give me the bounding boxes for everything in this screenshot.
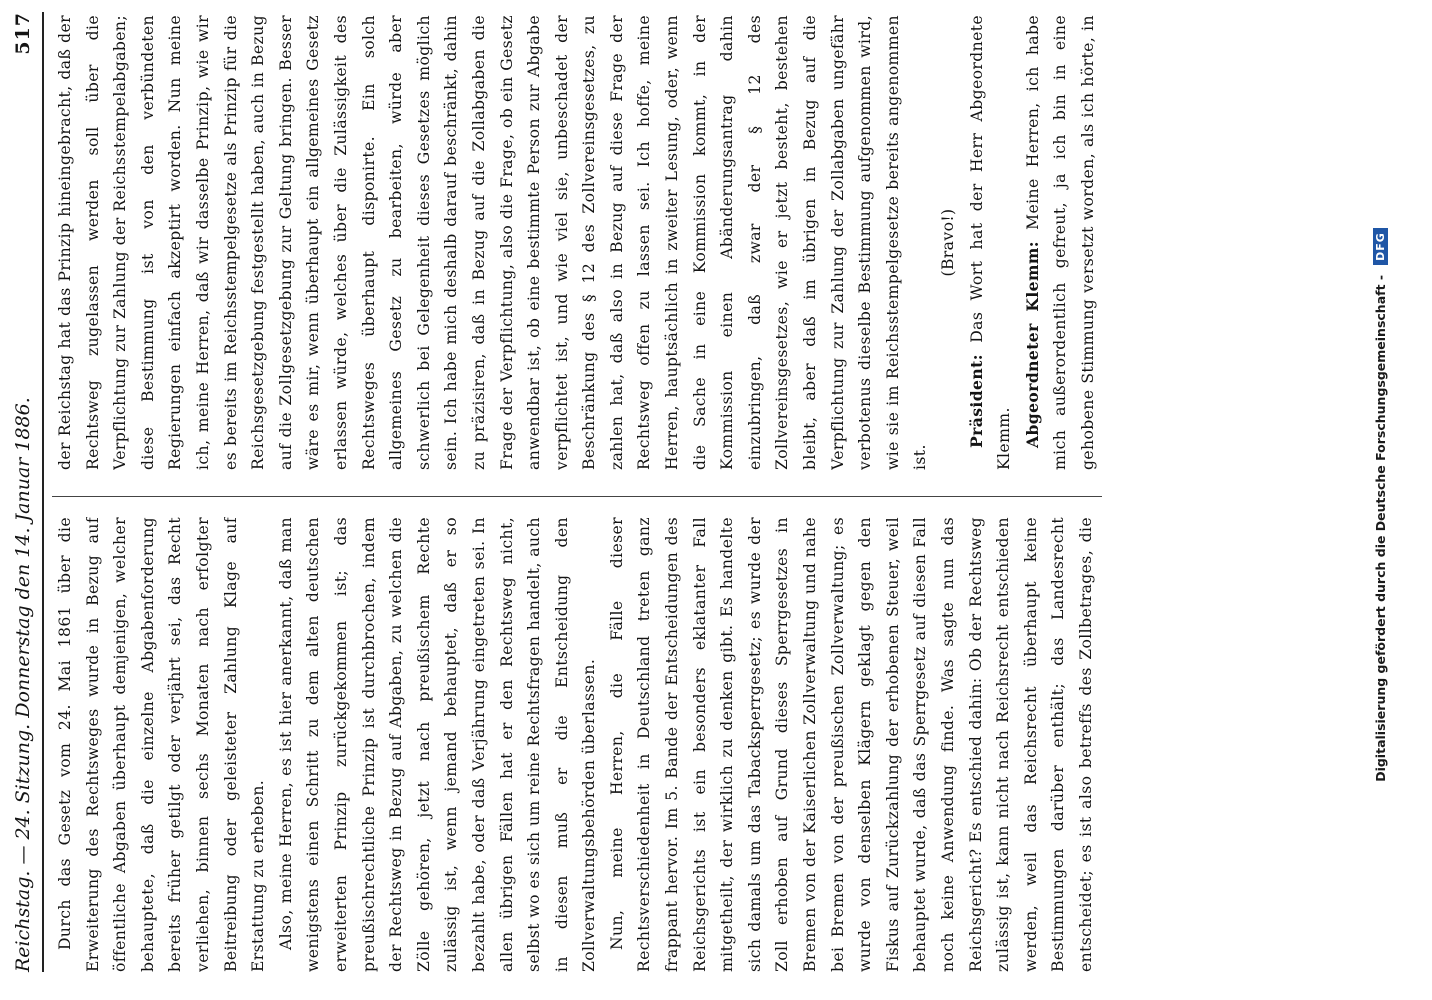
speaker-klemm: Abgeordneter Klemm: xyxy=(1022,241,1042,448)
speaker-president: Präsident: xyxy=(966,354,986,448)
digitization-credit xyxy=(1362,10,1398,1000)
page-number: 517 xyxy=(12,12,34,55)
right-column xyxy=(52,15,1102,470)
left-paragraph-2: Also, meine Herren, es ist hier anerkannt, daß man wenigstens einen Schritt zu dem alten deutschen erweiterten Prinzip zurückgekommen ist; das preußischrechtliche Prinzip ist durchbrochen, indem der Rechtsweg in Bezug auf Abgaben, zu welchen die Zölle gehören, jetzt nach preußischem Rechte zulässig ist, wenn jemand behauptet, daß er so bezahlt habe, oder daß Verjährung eingetreten sei. In allen übrigen Fällen hat er den Rechtsweg nicht, selbst wo es sich um reine Rechtsfragen handelt, auch in diesen muß er die Entscheidung den Zollverwaltungsbehörden überlassen. xyxy=(276,517,599,972)
rotated-page xyxy=(6,10,1401,1000)
dfg-logo: DFG xyxy=(1373,228,1388,265)
klemm-text: Meine Herren, ich habe mich außerordentlich gefreut, ja ich bin in eine gehobene Stimmung versetzt worden, als ich hörte, in xyxy=(1023,15,1097,470)
left-column xyxy=(52,517,1102,972)
running-title: Reichstag. — 24. Sitzung. Donnerstag den 14. Januar 1886. xyxy=(12,397,34,972)
header-rule xyxy=(42,12,44,972)
president-text: Das Wort hat der Herr Abgeordnete Klemm. xyxy=(967,15,1014,470)
right-paragraph-1: der Reichstag hat das Prinzip hineingebracht, daß der Rechtsweg zugelassen werden soll über die Verpflichtung zur Zahlung der Reichsstempelabgaben; diese Bestimmung ist von den verbündeten Regierungen einfach akzeptirt worden. Nun meine ich, meine Herren, daß wir dasselbe Prinzip, wie wir es bereits im Reichsstempelgesetze als Prinzip für die Reichsgesetzgebung festgestellt haben, auch in Bezug auf die Zollgesetzgebung zur Geltung bringen. Besser wäre es mir, wenn überhaupt ein allgemeines Gesetz erlassen würde, welches über die Zulässigkeit des Rechtsweges überhaupt disponirte. Ein solch allgemeines Gesetz zu bearbeiten, würde aber schwerlich bei Gelegenheit dieses Gesetzes möglich sein. Ich habe mich deshalb darauf beschränkt, dahin zu präzisiren, daß in Bezug auf die Zollabgaben die Frage der Verpflichtung, also die Frage, ob ein Gesetz anwendbar ist, ob eine bestimmte Person zur Abgabe verpflichtet ist, und wie viel sie, unbeschadet der Beschränkung des § 12 des Zollvereinsgesetzes, zu zahlen hat, daß also in Bezug auf diese Frage der Rechtsweg offen zu lassen sei. Ich hoffe, meine Herren, hauptsächlich in zweiter Lesung, oder, wenn die Sache in eine Kommission kommt, in der Kommission einen Abänderungsantrag dahin einzubringen, daß zwar der § 12 des Zollvereinsgesetzes, wie er jetzt besteht, bestehen bleibt, aber daß im übrigen in Bezug auf die Verpflichtung zur Zahlung der Zollabgaben ungefähr verbotenus dieselbe Bestimmung aufgenommen wird, wie sie im Reichsstempelgesetze bereits angenommen ist. xyxy=(56,15,930,470)
column-divider xyxy=(52,496,1102,497)
left-paragraph-3: Nun, meine Herren, die Fälle dieser Rechtsverschiedenheit in Deutschland treten ganz frappant hervor. Im 5. Bande der Entscheidungen des Reichsgerichts ist ein besonders eklatanter Fall mitgetheilt, der wirklich zu denken gibt. Es handelte sich damals um das Tabacksperrgesetz; es wurde der Zoll erhoben auf Grund dieses Sperrgesetzes in Bremen von der Kaiserlichen Zollverwaltung und nahe bei Bremen von der preußischen Zollverwaltung; es wurde von denselben Klägern geklagt gegen den Fiskus auf Zurückzahlung der erhobenen Steuer, weil behauptet wurde, daß das Sperrgesetz auf diesen Fall noch keine Anwendung finde. Was sagte nun das Reichsgericht? Es entschied dahin: Ob der Rechtsweg zulässig ist, kann nicht nach Reichsrecht entschieden werden, weil das Reichsrecht überhaupt keine Bestimmungen darüber enthält; das Landesrecht entscheidet; es ist also betreffs des Zollbetrages, die xyxy=(607,517,1095,972)
left-paragraph-1: Durch das Gesetz vom 24. Mai 1861 über die Erweiterung des Rechtsweges wurde in Bezug auf öffentliche Abgaben überhaupt demjenigen, welcher behauptete, daß die einzelne Abgabenforderung bereits früher getilgt oder verjährt sei, das Recht verliehen, binnen sechs Monaten nach erfolgter Beitreibung oder geleisteter Zahlung Klage auf Erstattung zu erheben. xyxy=(56,517,268,972)
klemm-speech xyxy=(1019,15,1102,470)
credit-text: Digitalisierung gefördert durch die Deutsche Forschungsgemeinschaft - xyxy=(1372,274,1388,782)
interjection-bravo: (Bravo!) xyxy=(939,208,957,277)
page-header xyxy=(12,12,42,972)
president-statement xyxy=(963,15,1019,470)
